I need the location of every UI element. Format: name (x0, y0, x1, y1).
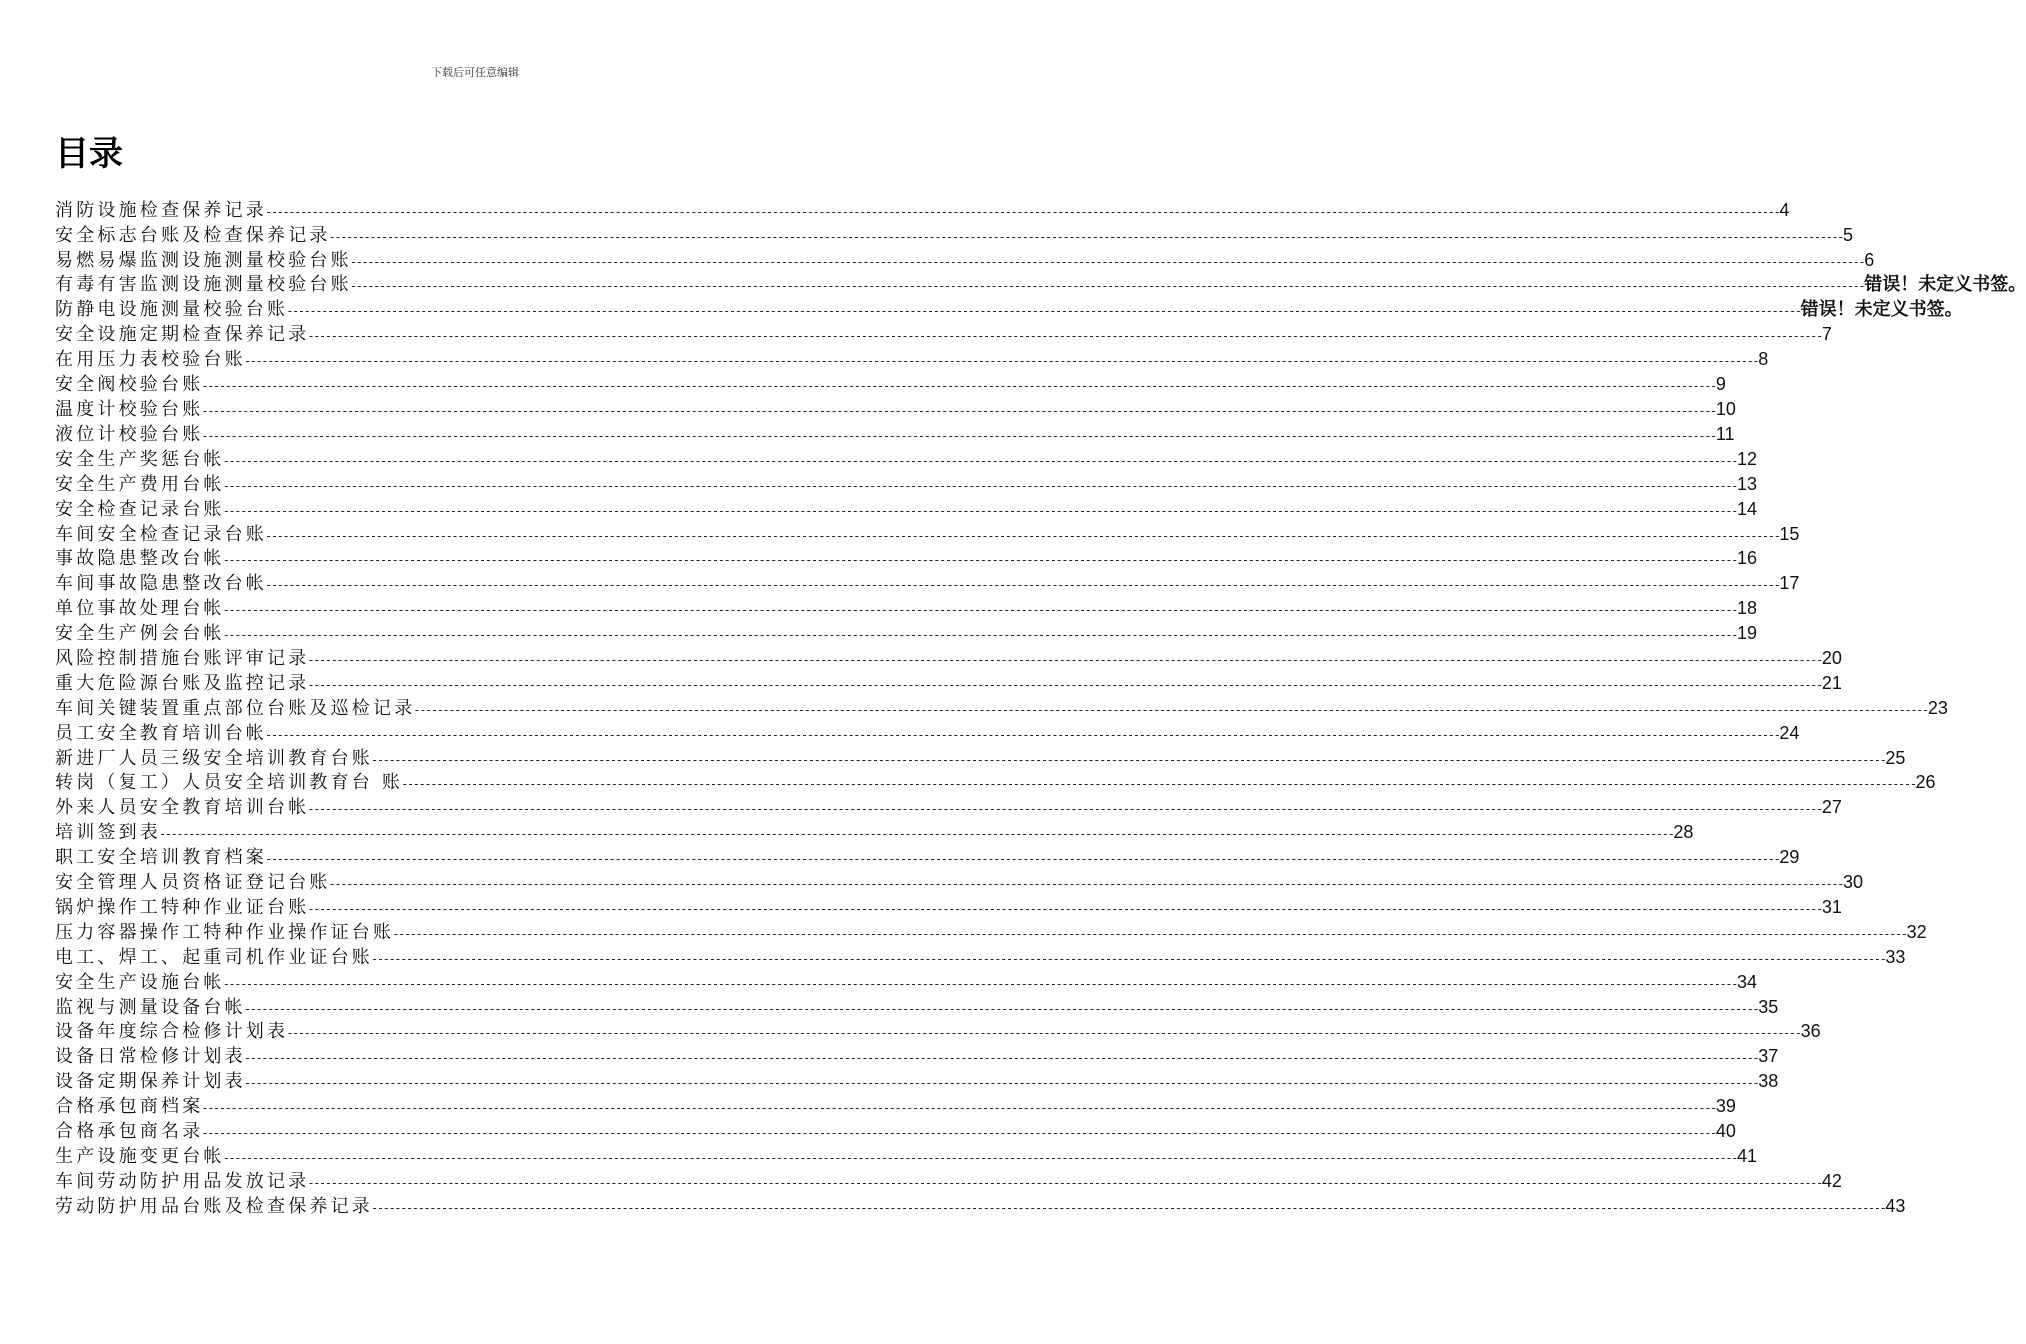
toc-entry-label: 安全标志台账及检查保养记录 (55, 224, 331, 246)
toc-entry-label: 易燃易爆监测设施测量校验台账 (55, 249, 352, 271)
toc-entry[interactable] (55, 347, 1769, 372)
toc-entry-page-number: 28 (1673, 822, 1694, 843)
toc-list (55, 198, 2026, 1219)
toc-entry-label: 车间劳动防护用品发放记录 (55, 1170, 310, 1192)
toc-entry-label: 安全设施定期检查保养记录 (55, 324, 310, 346)
toc-entry[interactable] (55, 1069, 1779, 1094)
toc-entry-page-number: 14 (1737, 498, 1758, 519)
toc-dot-leader: -------------------------------------------------------------------------------------------------------------------------------------------------------------------------------------------------------------------------------------------------------------------- (307, 653, 1822, 668)
toc-entry-page-number: 16 (1737, 548, 1758, 569)
toc-entry[interactable] (55, 397, 1736, 422)
toc-entry-page-number: 24 (1779, 722, 1800, 743)
toc-dot-leader: -------------------------------------------------------------------------------------------------------------------------------------------------------------------------------------------------------------------------------------------------------------------- (307, 1175, 1822, 1190)
toc-entry-page-number: 36 (1800, 1021, 1821, 1042)
toc-entry-label: 事故隐患整改台帐 (55, 548, 225, 570)
toc-entry[interactable] (55, 1169, 1842, 1194)
toc-entry-page-number: 6 (1864, 249, 1875, 270)
toc-dot-leader: -------------------------------------------------------------------------------------------------------------------------------------------------------------------------------------------------------------------------------------------------------------------- (286, 303, 1801, 318)
toc-entry-label: 消防设施检查保养记录 (55, 200, 267, 221)
toc-entry-label: 安全生产例会台帐 (55, 623, 225, 645)
toc-entry[interactable] (55, 546, 1758, 571)
toc-entry-label: 合格承包商名录 (55, 1120, 204, 1142)
toc-entry[interactable] (55, 1094, 1736, 1119)
toc-entry[interactable] (55, 895, 1842, 920)
toc-entry-page-number: 26 (1915, 772, 1936, 793)
toc-entry-page-number: 34 (1737, 971, 1758, 992)
toc-entry[interactable] (55, 795, 1842, 820)
toc-entry-label: 监视与测量设备台帐 (55, 996, 246, 1018)
toc-entry-page-number: 15 (1779, 523, 1800, 544)
toc-entry-label: 新进厂人员三级安全培训教育台账 (55, 747, 373, 769)
toc-entry-label: 外来人员安全教育培训台帐 (55, 797, 310, 819)
toc-entry[interactable] (55, 696, 1948, 721)
page-header-note: 下载后可任意编辑 (431, 66, 519, 79)
toc-entry-page-number: 27 (1821, 797, 1842, 818)
toc-entry-label: 压力容器操作工特种作业操作证台账 (55, 921, 395, 943)
toc-entry-page-number: 12 (1737, 448, 1758, 469)
toc-entry-label: 温度计校验台账 (55, 399, 204, 421)
toc-dot-leader: -------------------------------------------------------------------------------------------------------------------------------------------------------------------------------------------------------------------------------------------------------------------- (371, 752, 1886, 767)
toc-entry-label: 设备年度综合检修计划表 (55, 1021, 289, 1043)
toc-dot-leader: -------------------------------------------------------------------------------------------------------------------------------------------------------------------------------------------------------------------------------------------------------------------- (349, 254, 1865, 269)
toc-dot-leader: -------------------------------------------------------------------------------------------------------------------------------------------------------------------------------------------------------------------------------------------------------------------- (392, 926, 1907, 941)
toc-entry-label: 有毒有害监测设施测量校验台账 (55, 273, 352, 295)
toc-dot-leader: -------------------------------------------------------------------------------------------------------------------------------------------------------------------------------------------------------------------------------------------------------------------- (243, 354, 1759, 369)
toc-dot-leader: -------------------------------------------------------------------------------------------------------------------------------------------------------------------------------------------------------------------------------------------------------------------- (265, 852, 1780, 867)
toc-entry-label: 安全生产费用台帐 (55, 473, 225, 495)
toc-entry[interactable] (55, 870, 1864, 895)
toc-entry-label: 车间安全检查记录台账 (55, 523, 267, 545)
toc-dot-leader: -------------------------------------------------------------------------------------------------------------------------------------------------------------------------------------------------------------------------------------------------------------------- (307, 901, 1822, 916)
toc-entry[interactable] (55, 1194, 1906, 1219)
toc-entry[interactable] (55, 621, 1758, 646)
toc-entry-page-number: 35 (1758, 996, 1779, 1017)
toc-entry[interactable] (55, 995, 1779, 1020)
toc-entry-label: 单位事故处理台帐 (55, 598, 225, 620)
toc-entry[interactable] (55, 422, 1735, 447)
toc-dot-leader: -------------------------------------------------------------------------------------------------------------------------------------------------------------------------------------------------------------------------------------------------------------------- (222, 603, 1738, 618)
toc-title: 目录 (55, 134, 123, 174)
toc-entry[interactable] (55, 671, 1842, 696)
toc-entry[interactable] (55, 1119, 1736, 1144)
toc-dot-leader: -------------------------------------------------------------------------------------------------------------------------------------------------------------------------------------------------------------------------------------------------------------------- (401, 777, 1916, 792)
toc-entry-page-number: 42 (1821, 1170, 1842, 1191)
toc-entry-page-number: 37 (1758, 1046, 1779, 1067)
toc-entry-error-text: 错误！未定义书签。 (1800, 298, 1963, 320)
toc-entry-label: 劳动防护用品台账及检查保养记录 (55, 1195, 373, 1217)
toc-entry-label: 转岗（复工）人员安全培训教育台 账 (55, 772, 404, 794)
toc-entry-label: 电工、焊工、起重司机作业证台账 (55, 946, 373, 968)
toc-entry[interactable] (55, 721, 1800, 746)
toc-dot-leader: -------------------------------------------------------------------------------------------------------------------------------------------------------------------------------------------------------------------------------------------------------------------- (243, 1076, 1759, 1091)
toc-entry[interactable] (55, 770, 1936, 795)
toc-entry-page-number: 11 (1715, 424, 1735, 445)
toc-entry-page-number: 39 (1715, 1096, 1736, 1117)
toc-dot-leader: -------------------------------------------------------------------------------------------------------------------------------------------------------------------------------------------------------------------------------------------------------------------- (371, 1200, 1886, 1215)
toc-entry-label: 职工安全培训教育档案 (55, 847, 267, 869)
toc-dot-leader: -------------------------------------------------------------------------------------------------------------------------------------------------------------------------------------------------------------------------------------------------------------------- (307, 802, 1822, 817)
toc-entry-label: 安全阀校验台账 (55, 374, 204, 396)
toc-entry[interactable] (55, 248, 1875, 273)
toc-entry-label: 风险控制措施台账评审记录 (55, 648, 310, 670)
toc-entry[interactable] (55, 945, 1906, 970)
toc-entry-label: 安全检查记录台账 (55, 498, 225, 520)
toc-entry-label: 防静电设施测量校验台账 (55, 298, 289, 320)
toc-entry[interactable] (55, 920, 1927, 945)
toc-entry[interactable] (55, 522, 1800, 547)
toc-entry-page-number: 10 (1715, 399, 1736, 420)
toc-entry-page-number: 40 (1715, 1120, 1736, 1141)
toc-entry-label: 合格承包商档案 (55, 1096, 204, 1118)
toc-entry-label: 重大危险源台账及监控记录 (55, 672, 310, 694)
toc-entry-label: 锅炉操作工特种作业证台账 (55, 896, 310, 918)
toc-entry-label: 员工安全教育培训台帐 (55, 722, 267, 744)
toc-dot-leader: -------------------------------------------------------------------------------------------------------------------------------------------------------------------------------------------------------------------------------------------------------------------- (222, 976, 1738, 991)
toc-entry-page-number: 33 (1885, 946, 1906, 967)
toc-dot-leader: -------------------------------------------------------------------------------------------------------------------------------------------------------------------------------------------------------------------------------------------------------------------- (265, 528, 1780, 543)
toc-entry[interactable] (55, 1019, 1821, 1044)
toc-dot-leader: -------------------------------------------------------------------------------------------------------------------------------------------------------------------------------------------------------------------------------------------------------------------- (265, 578, 1780, 593)
toc-entry-label: 安全生产奖惩台帐 (55, 448, 225, 470)
toc-entry-label: 设备定期保养计划表 (55, 1071, 246, 1093)
toc-entry-page-number: 25 (1885, 747, 1906, 768)
toc-dot-leader: -------------------------------------------------------------------------------------------------------------------------------------------------------------------------------------------------------------------------------------------------------------------- (222, 628, 1738, 643)
toc-dot-leader: -------------------------------------------------------------------------------------------------------------------------------------------------------------------------------------------------------------------------------------------------------------------- (307, 677, 1822, 692)
toc-dot-leader: -------------------------------------------------------------------------------------------------------------------------------------------------------------------------------------------------------------------------------------------------------------------- (201, 379, 1716, 394)
toc-dot-leader: -------------------------------------------------------------------------------------------------------------------------------------------------------------------------------------------------------------------------------------------------------------------- (222, 453, 1738, 468)
toc-entry-label: 在用压力表校验台账 (55, 349, 246, 371)
toc-entry-page-number: 23 (1927, 697, 1948, 718)
toc-entry-page-number: 17 (1779, 573, 1800, 594)
toc-entry-page-number: 43 (1885, 1195, 1906, 1216)
toc-dot-leader: -------------------------------------------------------------------------------------------------------------------------------------------------------------------------------------------------------------------------------------------------------------------- (201, 404, 1716, 419)
toc-entry[interactable] (55, 223, 1854, 248)
toc-dot-leader: -------------------------------------------------------------------------------------------------------------------------------------------------------------------------------------------------------------------------------------------------------------------- (243, 1001, 1759, 1016)
toc-entry-page-number: 41 (1737, 1145, 1758, 1166)
toc-entry-label: 培训签到表 (55, 822, 161, 844)
toc-entry-page-number: 4 (1779, 200, 1790, 220)
toc-entry[interactable] (55, 1144, 1758, 1169)
toc-dot-leader: -------------------------------------------------------------------------------------------------------------------------------------------------------------------------------------------------------------------------------------------------------------------- (243, 1051, 1759, 1066)
toc-entry-label: 车间事故隐患整改台帐 (55, 573, 267, 595)
toc-entry-page-number: 8 (1758, 349, 1769, 370)
toc-dot-leader: -------------------------------------------------------------------------------------------------------------------------------------------------------------------------------------------------------------------------------------------------------------------- (286, 1026, 1801, 1041)
toc-dot-leader: -------------------------------------------------------------------------------------------------------------------------------------------------------------------------------------------------------------------------------------------------------------------- (265, 727, 1780, 742)
toc-entry-page-number: 29 (1779, 847, 1800, 868)
toc-entry-page-number: 20 (1821, 648, 1842, 669)
toc-dot-leader: -------------------------------------------------------------------------------------------------------------------------------------------------------------------------------------------------------------------------------------------------------------------- (159, 827, 1674, 842)
toc-dot-leader: -------------------------------------------------------------------------------------------------------------------------------------------------------------------------------------------------------------------------------------------------------------------- (349, 278, 1865, 293)
toc-entry[interactable] (55, 571, 1800, 596)
toc-entry-label: 液位计校验台账 (55, 424, 204, 446)
toc-entry-page-number: 38 (1758, 1071, 1779, 1092)
toc-entry[interactable] (55, 596, 1758, 621)
toc-dot-leader: -------------------------------------------------------------------------------------------------------------------------------------------------------------------------------------------------------------------------------------------------------------------- (265, 205, 1780, 219)
toc-entry[interactable] (55, 372, 1726, 397)
toc-entry-page-number: 19 (1737, 623, 1758, 644)
toc-dot-leader: -------------------------------------------------------------------------------------------------------------------------------------------------------------------------------------------------------------------------------------------------------------------- (328, 877, 1844, 892)
toc-entry-label: 安全生产设施台帐 (55, 971, 225, 993)
toc-entry-page-number: 30 (1843, 872, 1864, 893)
toc-entry[interactable] (55, 746, 1906, 771)
toc-entry[interactable] (55, 472, 1758, 497)
toc-dot-leader: -------------------------------------------------------------------------------------------------------------------------------------------------------------------------------------------------------------------------------------------------------------------- (328, 229, 1844, 244)
toc-entry[interactable] (55, 198, 1790, 223)
toc-dot-leader: -------------------------------------------------------------------------------------------------------------------------------------------------------------------------------------------------------------------------------------------------------------------- (222, 553, 1738, 568)
toc-entry-page-number: 32 (1906, 921, 1927, 942)
toc-dot-leader: -------------------------------------------------------------------------------------------------------------------------------------------------------------------------------------------------------------------------------------------------------------------- (413, 702, 1928, 717)
toc-dot-leader: -------------------------------------------------------------------------------------------------------------------------------------------------------------------------------------------------------------------------------------------------------------------- (222, 503, 1738, 518)
toc-entry[interactable] (55, 447, 1758, 472)
toc-entry-page-number: 13 (1737, 473, 1758, 494)
toc-dot-leader: -------------------------------------------------------------------------------------------------------------------------------------------------------------------------------------------------------------------------------------------------------------------- (201, 429, 1716, 444)
toc-entry-label: 设备日常检修计划表 (55, 1046, 246, 1068)
toc-entry[interactable] (55, 298, 1963, 323)
toc-entry[interactable] (55, 970, 1758, 995)
toc-entry[interactable] (55, 845, 1800, 870)
toc-dot-leader: -------------------------------------------------------------------------------------------------------------------------------------------------------------------------------------------------------------------------------------------------------------------- (307, 329, 1822, 344)
toc-entry[interactable] (55, 273, 2026, 298)
toc-dot-leader: -------------------------------------------------------------------------------------------------------------------------------------------------------------------------------------------------------------------------------------------------------------------- (222, 478, 1738, 493)
toc-entry[interactable] (55, 1044, 1779, 1069)
toc-dot-leader: -------------------------------------------------------------------------------------------------------------------------------------------------------------------------------------------------------------------------------------------------------------------- (201, 1101, 1716, 1116)
toc-entry-page-number: 18 (1737, 598, 1758, 619)
toc-dot-leader: -------------------------------------------------------------------------------------------------------------------------------------------------------------------------------------------------------------------------------------------------------------------- (201, 1125, 1716, 1140)
toc-entry-page-number: 21 (1821, 672, 1842, 693)
toc-entry-label: 安全管理人员资格证登记台账 (55, 872, 331, 894)
toc-dot-leader: -------------------------------------------------------------------------------------------------------------------------------------------------------------------------------------------------------------------------------------------------------------------- (371, 951, 1886, 966)
toc-entry-page-number: 9 (1715, 374, 1726, 395)
toc-entry-label: 生产设施变更台帐 (55, 1145, 225, 1167)
toc-entry[interactable] (55, 497, 1758, 522)
toc-entry[interactable] (55, 646, 1842, 671)
toc-entry-page-number: 31 (1821, 896, 1842, 917)
toc-entry[interactable] (55, 820, 1694, 845)
toc-entry-page-number: 7 (1821, 324, 1832, 345)
toc-entry-error-text: 错误！未定义书签。 (1864, 273, 2026, 295)
toc-entry-page-number: 5 (1843, 224, 1854, 245)
toc-entry[interactable] (55, 322, 1832, 347)
toc-entry-label: 车间关键装置重点部位台账及巡检记录 (55, 697, 416, 719)
toc-dot-leader: -------------------------------------------------------------------------------------------------------------------------------------------------------------------------------------------------------------------------------------------------------------------- (222, 1150, 1738, 1165)
